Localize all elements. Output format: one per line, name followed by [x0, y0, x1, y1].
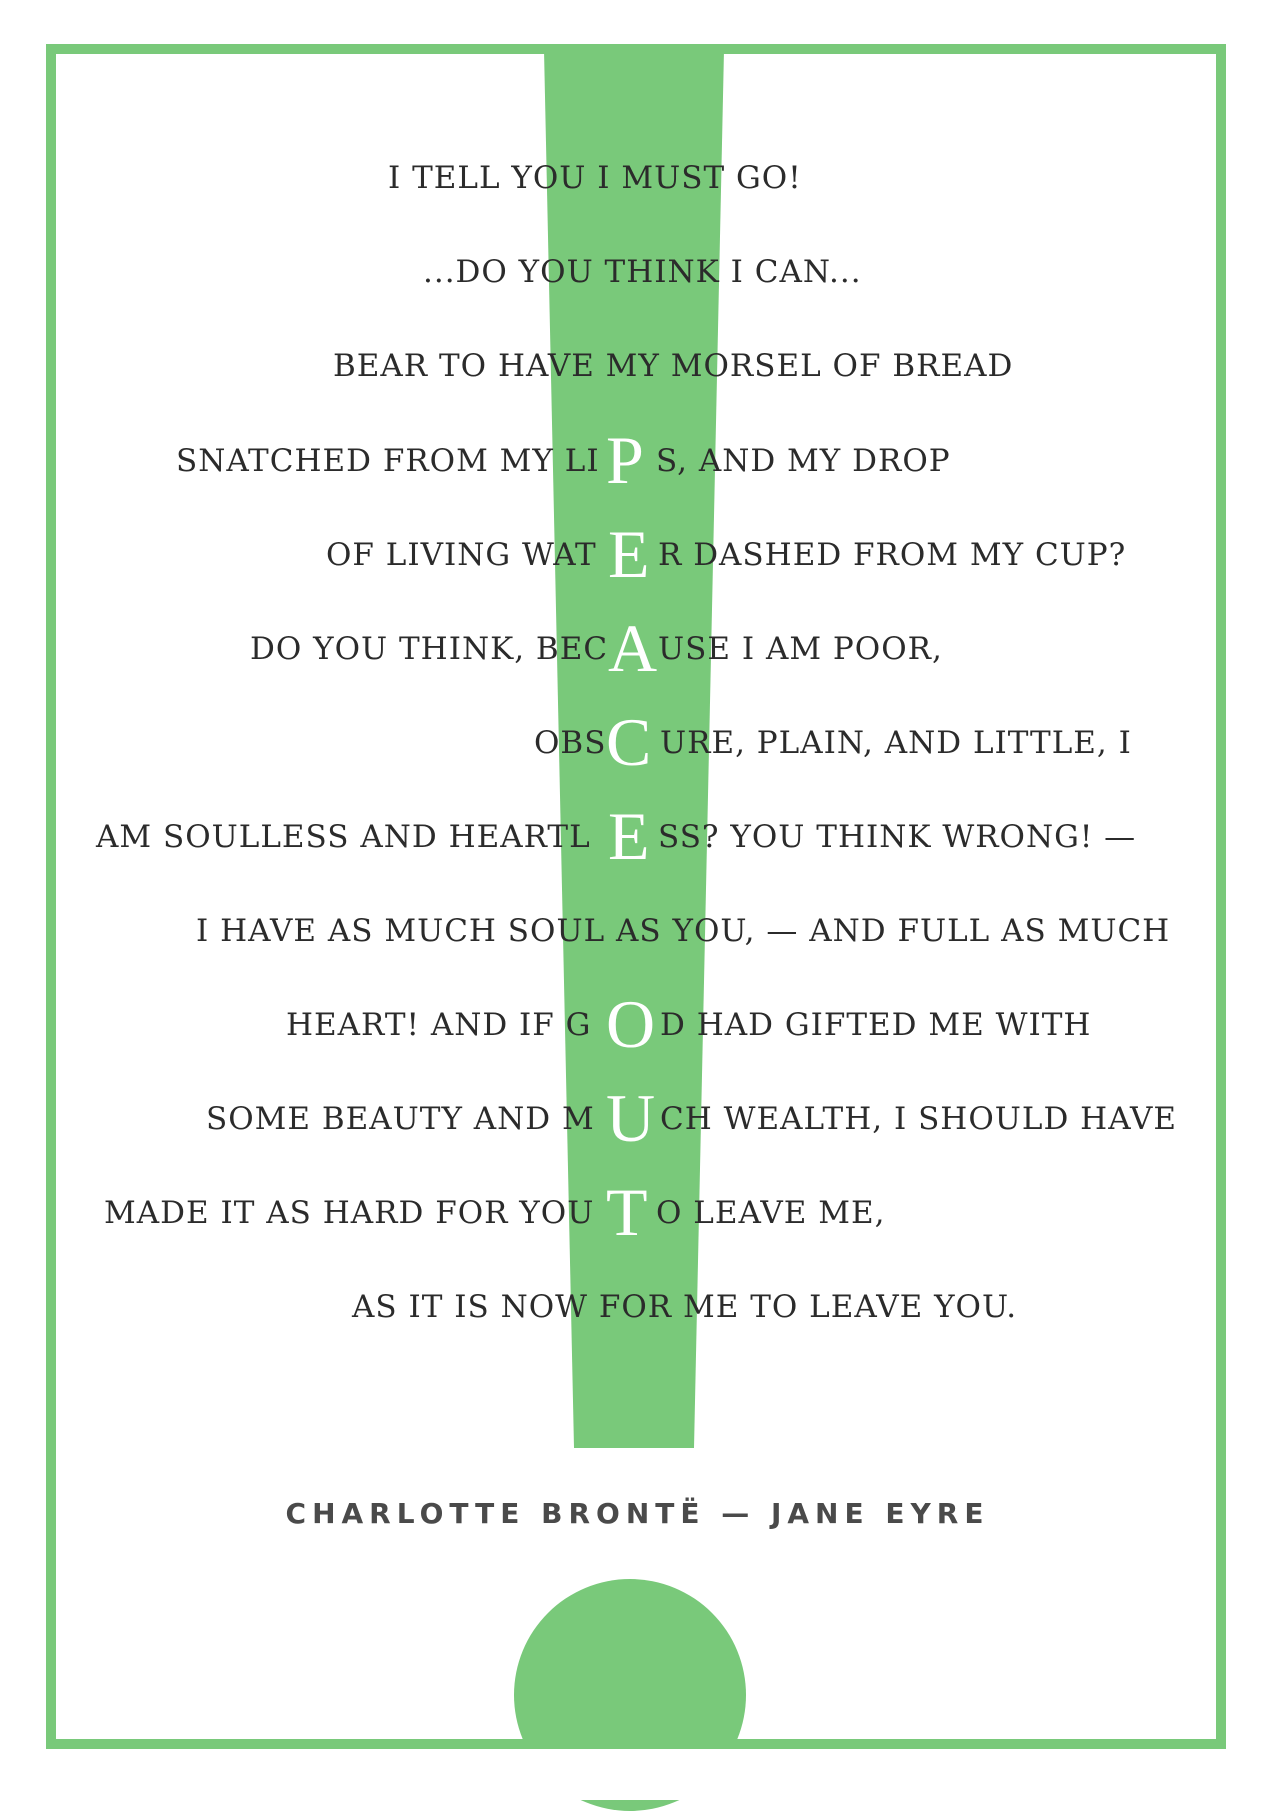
quote-line-4b: S, AND MY DROP: [656, 443, 951, 479]
quote-line-13: AS IT IS NOW FOR ME TO LEAVE YOU.: [352, 1289, 1018, 1325]
acrostic-letter-p: P: [606, 422, 644, 498]
quote-line-10b: D HAD GIFTED ME WITH: [660, 1007, 1092, 1043]
quote-line-10a: HEART! AND IF G: [286, 1007, 592, 1043]
acrostic-letter-o: O: [606, 986, 656, 1062]
acrostic-letter-e: E: [608, 516, 650, 592]
quote-line-6a: DO YOU THINK, BEC: [250, 631, 609, 667]
quote-line-5b: R DASHED FROM MY CUP?: [658, 537, 1127, 573]
quote-line-8a: AM SOULLESS AND HEARTL: [96, 819, 591, 855]
author-attribution: CHARLOTTE BRONTË — JANE EYRE: [285, 1497, 990, 1530]
quote-line-7a: OBS: [534, 725, 607, 761]
dot-mask: [0, 1749, 1275, 1800]
quote-line-1: I TELL YOU I MUST GO!: [388, 160, 802, 196]
quote-line-7b: URE, PLAIN, AND LITTLE, I: [660, 725, 1132, 761]
acrostic-letter-a: A: [608, 610, 658, 686]
quote-line-11b: CH WEALTH, I SHOULD HAVE: [660, 1101, 1178, 1137]
poster-frame-overlay: [46, 44, 1226, 1749]
quote-line-2: ...DO YOU THINK I CAN...: [423, 254, 862, 290]
acrostic-letter-e2: E: [608, 798, 650, 874]
acrostic-letter-t: T: [606, 1174, 648, 1250]
quote-line-9: I HAVE AS MUCH SOUL AS YOU, — AND FULL AS MUCH: [196, 913, 1171, 949]
quote-line-6b: USE I AM POOR,: [658, 631, 943, 667]
quote-line-8b: SS? YOU THINK WRONG! —: [658, 819, 1137, 855]
quote-line-3: BEAR TO HAVE MY MORSEL OF BREAD: [333, 348, 1014, 384]
quote-line-5a: OF LIVING WAT: [326, 537, 597, 573]
quote-line-4a: SNATCHED FROM MY LI: [176, 443, 600, 479]
quote-line-11a: SOME BEAUTY AND M: [206, 1101, 595, 1137]
acrostic-letter-u: U: [606, 1080, 656, 1156]
acrostic-letter-c: C: [606, 704, 652, 780]
quote-line-12a: MADE IT AS HARD FOR YOU: [104, 1195, 595, 1231]
quote-line-12b: O LEAVE ME,: [656, 1195, 886, 1231]
